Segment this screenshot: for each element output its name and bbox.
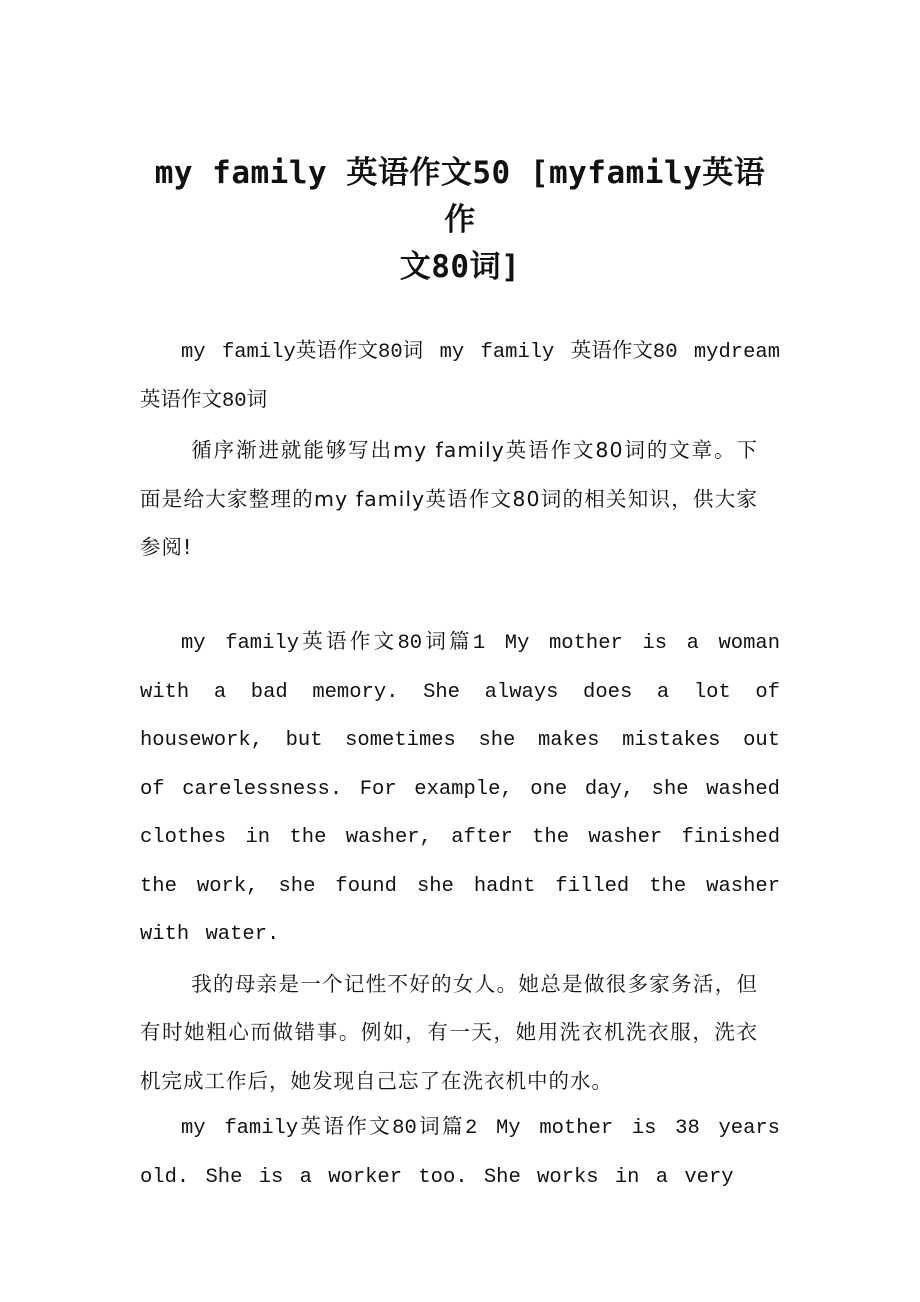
paragraph-intro: 循序渐进就能够写出my family英语作文80词的文章。下面是给大家整理的my family英语作文80词的相关知识，供大家参阅! — [140, 438, 758, 559]
paragraph-essay-2-english: my family英语作文80词篇2 My mother is 38 years old. She is a worker too. She works in a very — [140, 1117, 780, 1189]
blank-line — [140, 572, 780, 621]
document-title — [140, 150, 780, 291]
paragraph-essay-1-english: my family英语作文80词篇1 My mother is a woman with a bad memory. She always does a lot of housework, but sometimes she makes mistakes out of carelessness. For example, one day, she washed clothes in the washer, after the washer finished the work, she found she hadnt filled the washer with water. — [140, 632, 780, 946]
document-body — [140, 329, 780, 1202]
paragraph-essay-1-chinese: 我的母亲是一个记性不好的女人。她总是做很多家务活，但有时她粗心而做错事。例如，有一天，她用洗衣机洗衣服，洗衣机完成工作后，她发现自己忘了在洗衣机中的水。 — [140, 971, 758, 1093]
paragraph-intro-keywords: my family英语作文80词 my family 英语作文80 mydream英语作文80词 — [140, 341, 780, 413]
title-line-2: 文80词] — [399, 249, 521, 285]
title-line-1: my family 英语作文50 [myfamily英语作 — [154, 155, 766, 238]
